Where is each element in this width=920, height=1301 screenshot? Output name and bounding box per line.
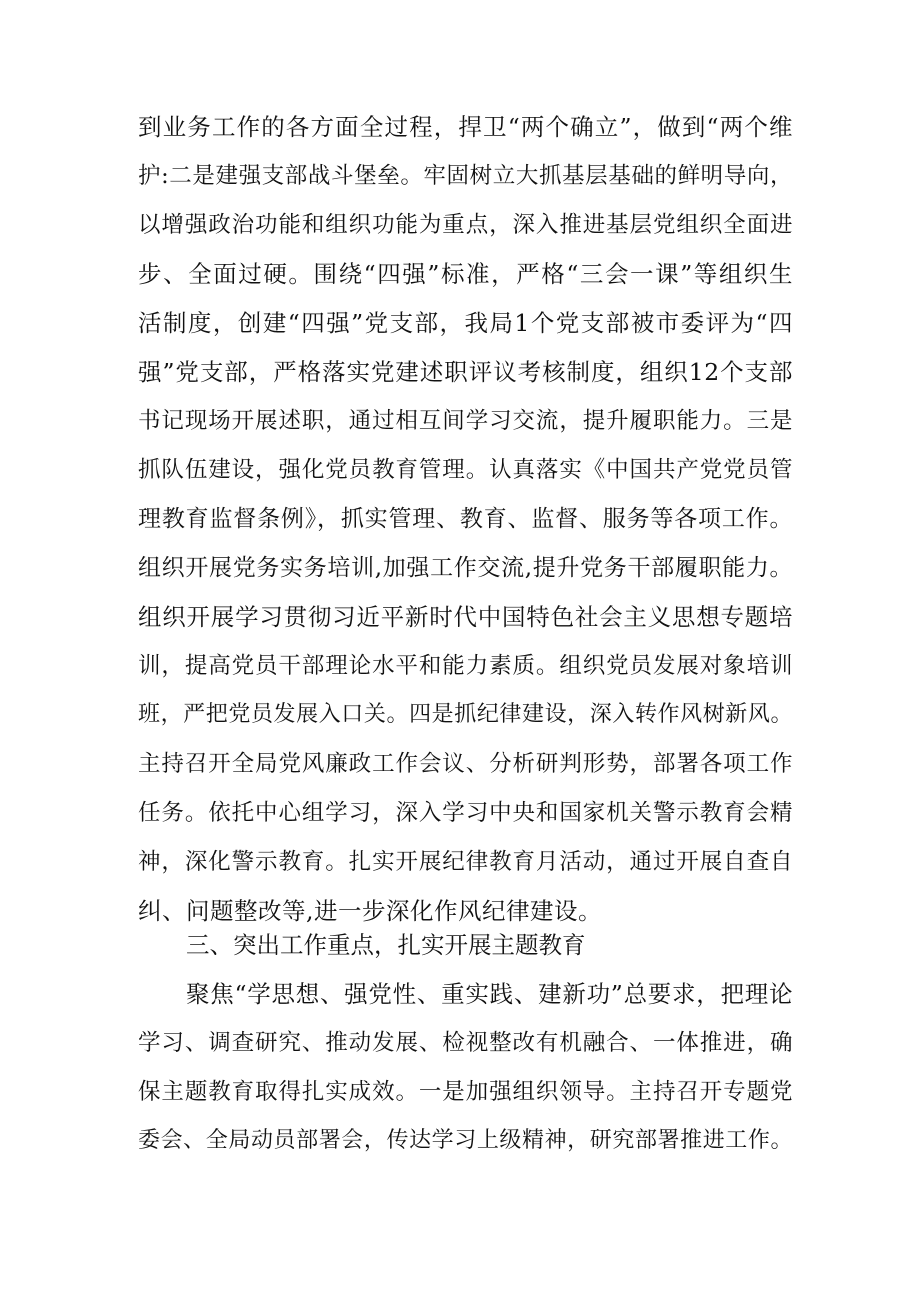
paragraph-line: 到业务工作的各方面全过程，捍卫“两个确立”，做到“两个维 (138, 113, 793, 141)
paragraph-line: 活制度，创建“四强”党支部，我局1个党支部被市委评为“四 (138, 309, 793, 337)
paragraph-line: 护:二是建强支部战斗堡垒。牢固树立大抓基层基础的鲜明导向， (138, 163, 793, 189)
paragraph-line: 步、全面过硬。围绕“四强”标准，严格“三会一课”等组织生 (138, 260, 793, 288)
paragraph-line: 主持召开全局党风廉政工作会议、分析研判形势，部署各项工作 (138, 751, 793, 777)
paragraph-line: 聚焦“学思想、强党性、重实践、建新功”总要求，把理论 (186, 980, 793, 1008)
section-heading: 三、突出工作重点，扎实开展主题教育 (186, 931, 586, 959)
paragraph-line: 抓队伍建设，强化党员教育管理。认真落实《中国共产党党员管 (138, 457, 793, 483)
paragraph-line: 神，深化警示教育。扎实开展纪律教育月活动，通过开展自查自 (138, 849, 793, 875)
paragraph-line: 组织开展学习贯彻习近平新时代中国特色社会主义思想专题培 (138, 603, 793, 631)
paragraph-line: 组织开展党务实务培训,加强工作交流,提升党务干部履职能力。 (138, 555, 793, 581)
paragraph-line: 训，提高党员干部理论水平和能力素质。组织党员发展对象培训 (138, 653, 793, 679)
paragraph-line: 纠、问题整改等,进一步深化作风纪律建设。 (138, 897, 602, 925)
paragraph-line: 保主题教育取得扎实成效。一是加强组织领导。主持召开专题党 (138, 1079, 793, 1105)
paragraph-line: 任务。依托中心组学习，深入学习中央和国家机关警示教育会精 (138, 800, 793, 826)
paragraph-line: 以增强政治功能和组织功能为重点，深入推进基层党组织全面进 (138, 212, 793, 238)
paragraph-line: 强”党支部，严格落实党建述职评议考核制度，组织12个支部 (138, 358, 793, 386)
paragraph-line: 理教育监督条例》，抓实管理、教育、监督、服务等各项工作。 (138, 506, 793, 532)
paragraph-line: 班，严把党员发展入口关。四是抓纪律建设，深入转作风树新风。 (138, 702, 793, 727)
paragraph-line: 书记现场开展述职，通过相互间学习交流，提升履职能力。三是 (138, 408, 793, 434)
paragraph-line: 委会、全局动员部署会，传达学习上级精神，研究部署推进工作。 (138, 1128, 793, 1153)
paragraph-line: 学习、调查研究、推动发展、检视整改有机融合、一体推进，确 (138, 1030, 793, 1056)
